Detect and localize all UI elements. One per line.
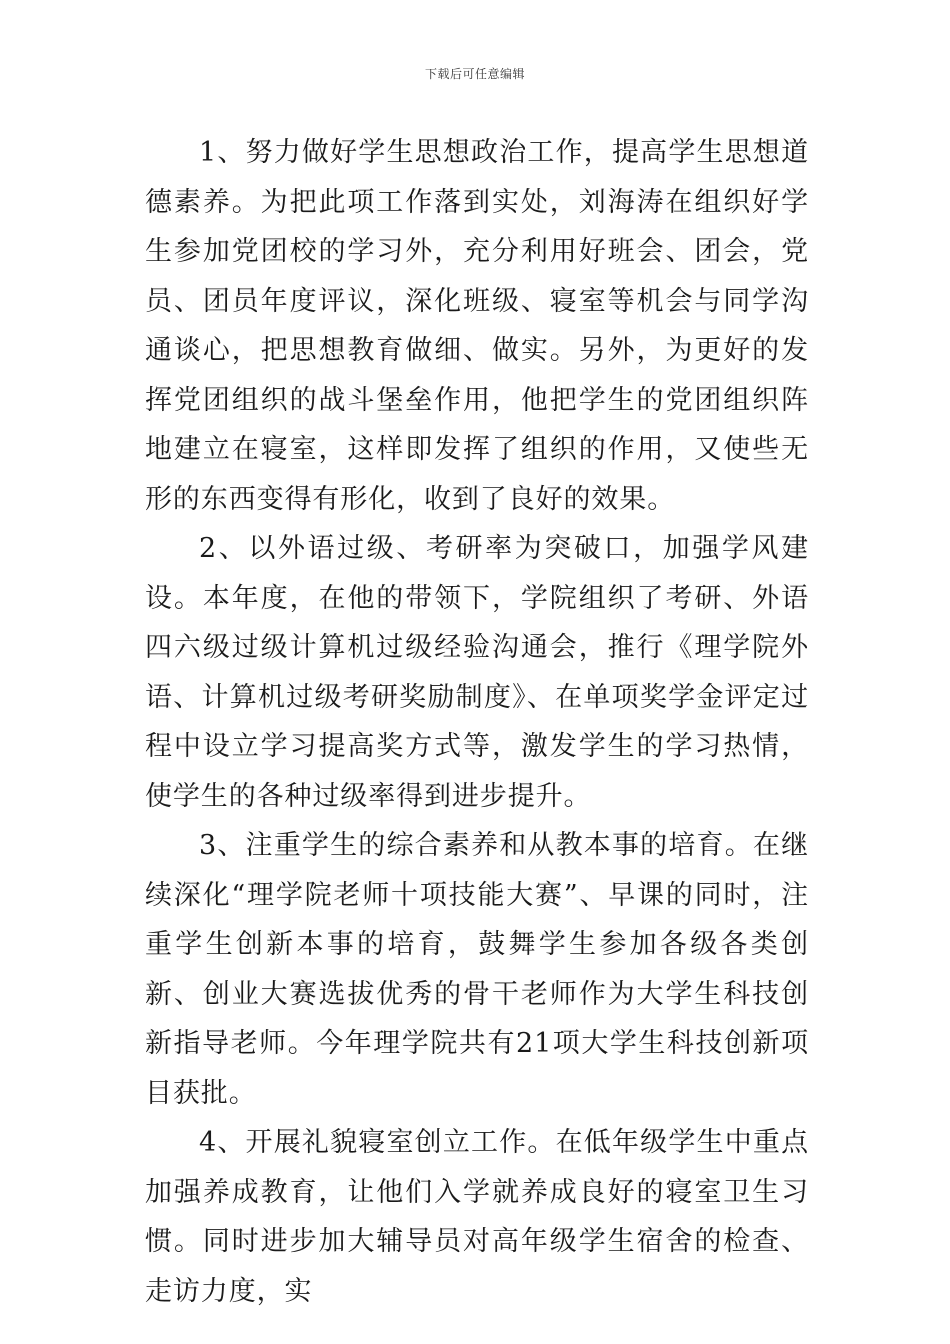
- paragraph-3: 3、注重学生的综合素养和从教本事的培育。在继续深化“理学院老师十项技能大赛”、早课的同时，注重学生创新本事的培育，鼓舞学生参加各级各类创新、创业大赛选拔优秀的骨干老师作为大学生科技创新指导老师。今年理学院共有21项大学生科技创新项目获批。: [145, 830, 809, 1109]
- header-note: 下载后可任意编辑: [424, 67, 525, 81]
- paragraph-4: 4、开展礼貌寝室创立工作。在低年级学生中重点加强养成教育，让他们入学就养成良好的寝室卫生习惯。同时进步加大辅导员对高年级学生宿舍的检查、走访力度，实: [145, 1127, 809, 1307]
- document-body: [145, 128, 809, 1316]
- paragraph-1: 1、努力做好学生思想政治工作，提高学生思想道德素养。为把此项工作落到实处，刘海涛在组织好学生参加党团校的学习外，充分利用好班会、团会，党员、团员年度评议，深化班级、寝室等机会与同学沟通谈心，把思想教育做细、做实。另外，为更好的发挥党团组织的战斗堡垒作用，他把学生的党团组织阵地建立在寝室，这样即发挥了组织的作用，又使些无形的东西变得有形化，收到了良好的效果。: [145, 137, 809, 515]
- paragraph-2: 2、以外语过级、考研率为突破口，加强学风建设。本年度，在他的带领下，学院组织了考研、外语四六级过级计算机过级经验沟通会，推行《理学院外语、计算机过级考研奖励制度》、在单项奖学金评定过程中设立学习提高奖方式等，激发学生的学习热情，使学生的各种过级率得到进步提升。: [145, 533, 809, 812]
